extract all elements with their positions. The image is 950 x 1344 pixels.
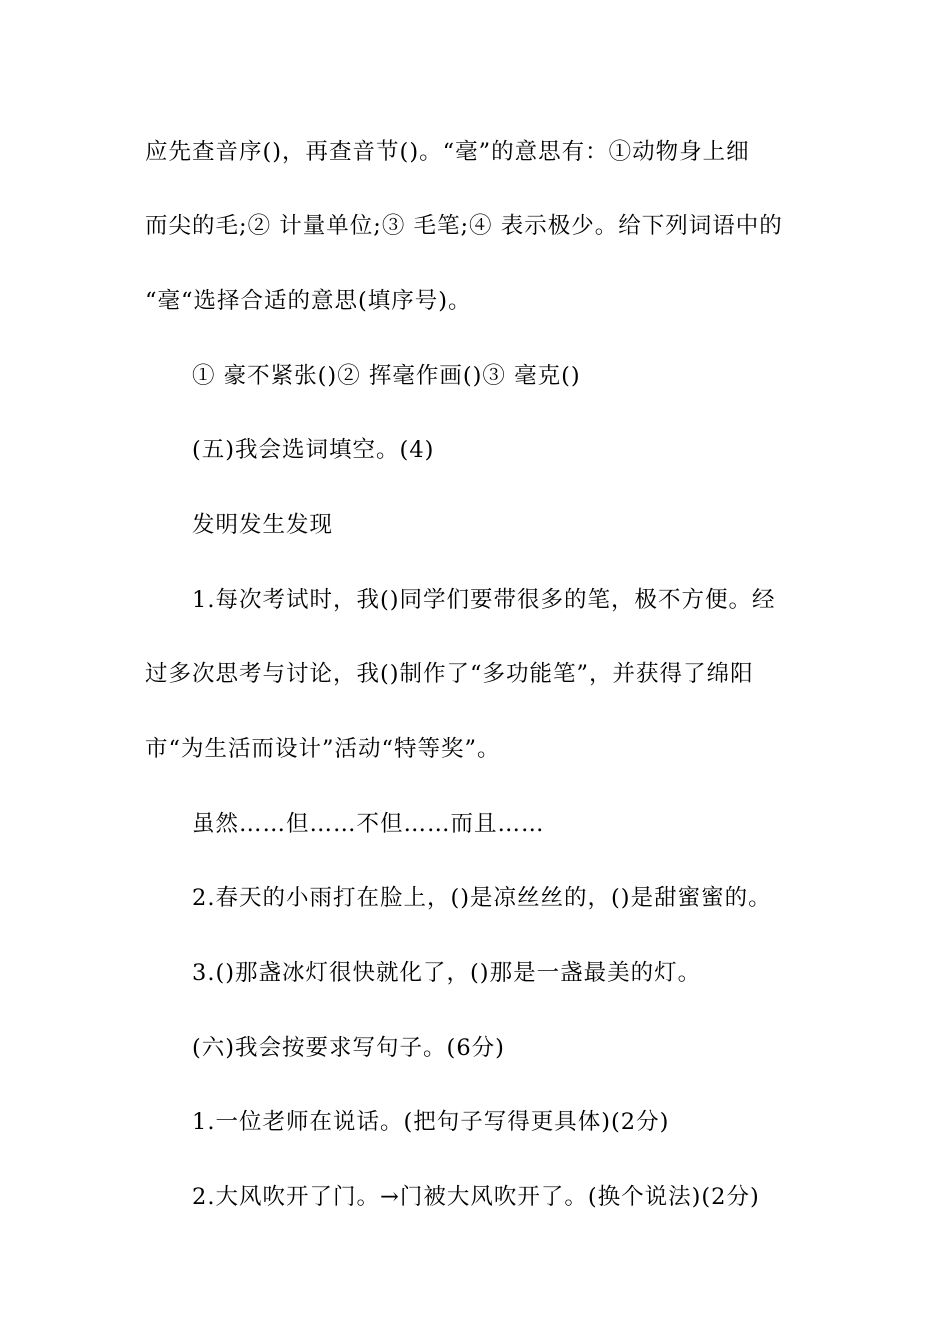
word-options-1: 发明发生发现 [192, 512, 334, 538]
text-line-3: “毫“选择合适的意思(填序号)。 [145, 288, 472, 314]
word-options-2: 虽然……但……不但……而且…… [192, 811, 545, 837]
text-line-2: 而尖的毛;② 计量单位;③ 毛笔;④ 表示极少。给下列词语中的 [145, 213, 783, 239]
sentence-task-2: 2.大风吹开了门。→门被大风吹开了。(换个说法)(2分) [192, 1184, 760, 1210]
question-1-line-1: 1.每次考试时，我()同学们要带很多的笔，极不方便。经 [192, 587, 776, 613]
question-1-line-3: 市“为生活而设计”活动“特等奖”。 [145, 736, 501, 762]
section-heading-6: (六)我会按要求写句子。(6分) [192, 1035, 505, 1061]
question-2: 2.春天的小雨打在脸上，()是凉丝丝的，()是甜蜜蜜的。 [192, 885, 772, 911]
text-line-1: 应先查音序()，再查音节()。“毫”的意思有：①动物身上细 [145, 139, 750, 165]
question-1-line-2: 过多次思考与讨论，我()制作了“多功能笔”，并获得了绵阳 [145, 661, 754, 687]
section-heading-5: (五)我会选词填空。(4) [192, 437, 435, 463]
question-3: 3.()那盏冰灯很快就化了，()那是一盏最美的灯。 [192, 960, 702, 986]
text-line-4: ① 豪不紧张()② 挥毫作画()③ 毫克() [192, 363, 581, 389]
sentence-task-1: 1.一位老师在说话。(把句子写得更具体)(2分) [192, 1109, 670, 1135]
